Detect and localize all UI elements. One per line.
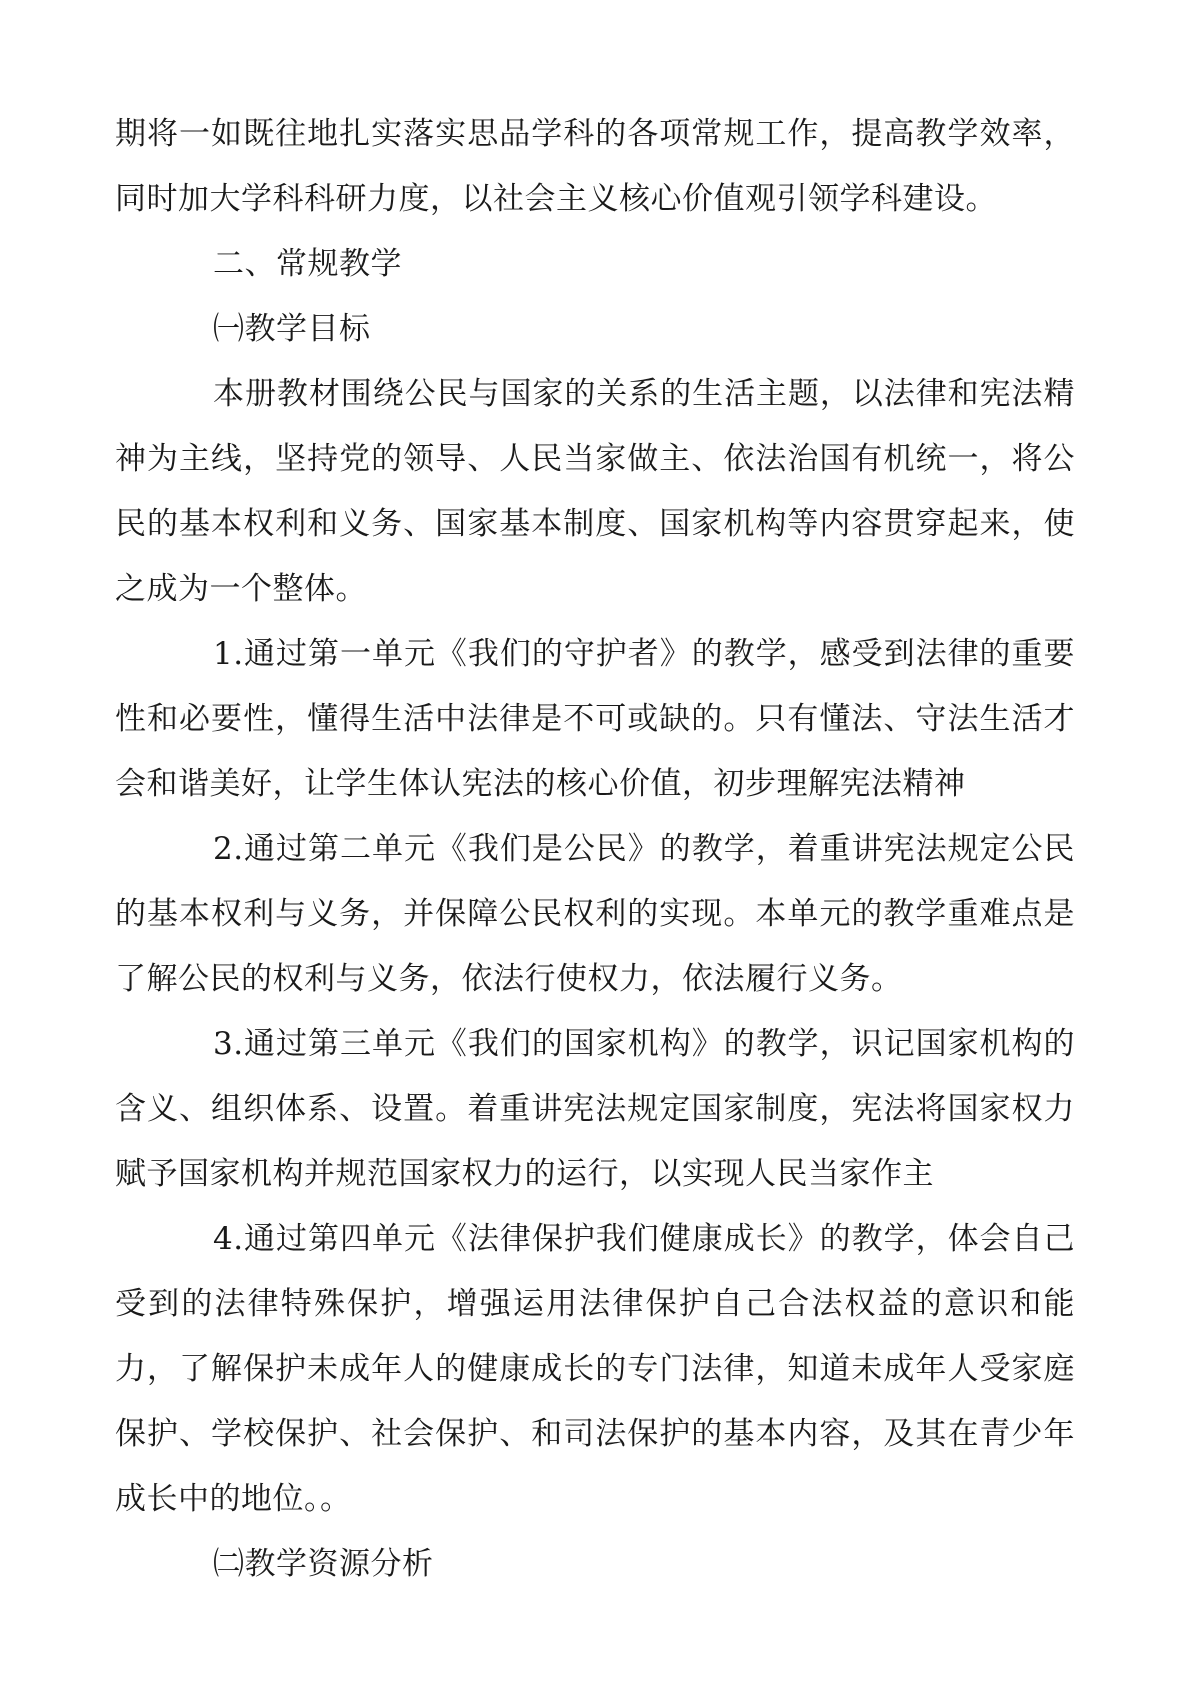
section-heading-routine-teaching: 二、常规教学 bbox=[213, 246, 402, 282]
paragraph-intro-continuation: 期将一如既往地扎实落实思品学科的各项常规工作，提高教学效率，同时加大学科科研力度，以社会主义核心价值观引领学科建设。 bbox=[115, 116, 1075, 217]
paragraph-unit-2: 2.通过第二单元《我们是公民》的教学，着重讲宪法规定公民的基本权利与义务，并保障公民权利的实现。本单元的教学重难点是了解公民的权利与义务，依法行使权力，依法履行义务。 bbox=[115, 831, 1075, 997]
paragraph-unit-4: 4.通过第四单元《法律保护我们健康成长》的教学，体会自己受到的法律特殊保护，增强运用法律保护自己合法权益的意识和能力，了解保护未成年人的健康成长的专门法律，知道未成年人受家庭保护、学校保护、社会保护、和司法保护的基本内容，及其在青少年成长中的地位。。 bbox=[115, 1221, 1075, 1517]
paragraph-unit-3: 3.通过第三单元《我们的国家机构》的教学，识记国家机构的含义、组织体系、设置。着重讲宪法规定国家制度，宪法将国家权力赋予国家机构并规范国家权力的运行，以实现人民当家作主 bbox=[115, 1026, 1075, 1192]
subsection-heading-teaching-goals: ㈠教学目标 bbox=[213, 311, 371, 347]
document-body bbox=[115, 102, 1075, 1597]
paragraph-textbook-overview: 本册教材围绕公民与国家的关系的生活主题，以法律和宪法精神为主线，坚持党的领导、人民当家做主、依法治国有机统一，将公民的基本权利和义务、国家基本制度、国家机构等内容贯穿起来，使之成为一个整体。 bbox=[115, 376, 1075, 607]
paragraph-unit-1: 1.通过第一单元《我们的守护者》的教学，感受到法律的重要性和必要性，懂得生活中法律是不可或缺的。只有懂法、守法生活才会和谐美好，让学生体认宪法的核心价值，初步理解宪法精神 bbox=[115, 636, 1075, 802]
subsection-heading-resource-analysis: ㈡教学资源分析 bbox=[213, 1546, 434, 1582]
